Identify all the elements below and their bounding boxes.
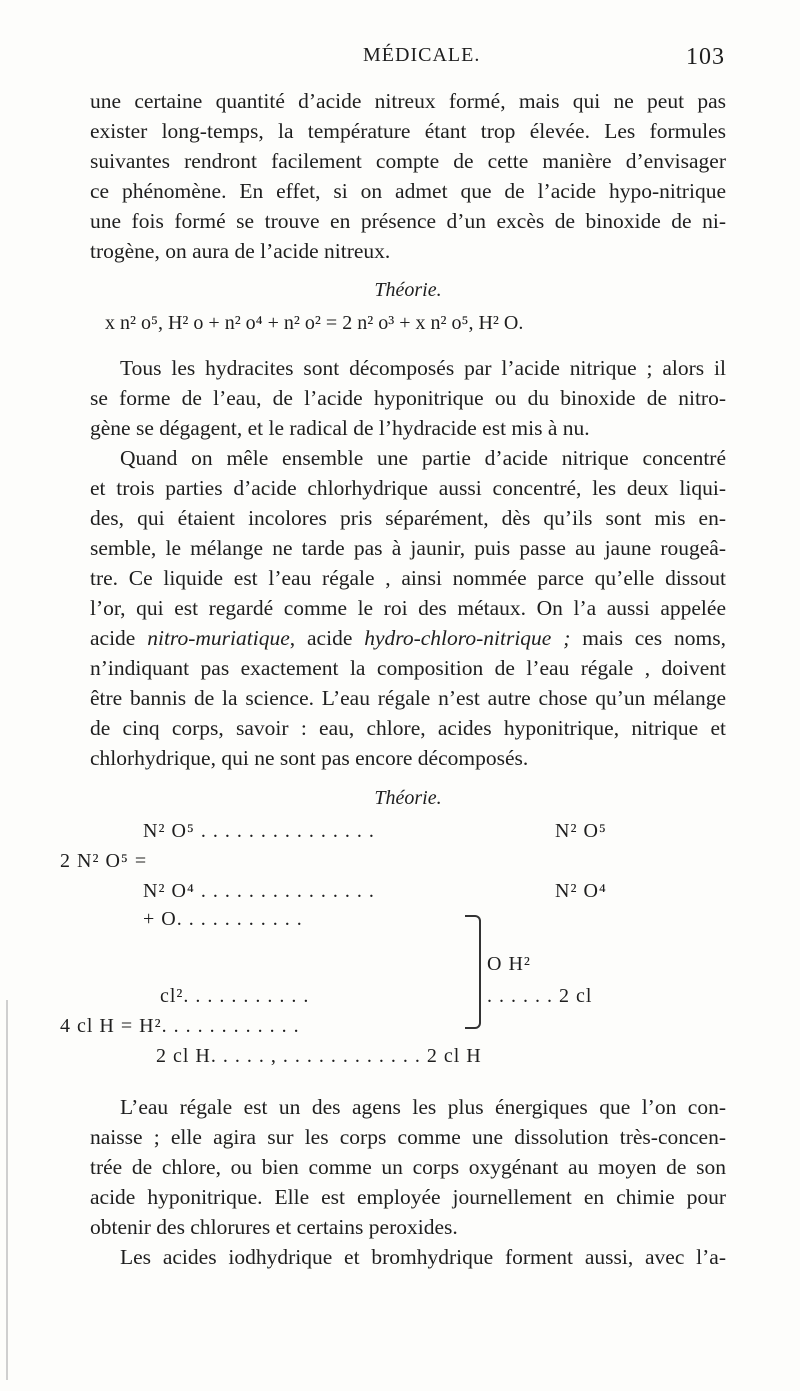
equation-term: N² O⁴ . . . . . . . . . . . . . . . [143, 880, 375, 902]
equation-product: N² O⁵ [555, 820, 607, 842]
equation-reactant: 4 cl H = H². . . . . . . . . . . . [60, 1015, 300, 1037]
equation-product: . . . . . . 2 cl [487, 985, 593, 1007]
text-run: mais ces noms, [570, 626, 726, 650]
equation-term: cl². . . . . . . . . . . [160, 985, 310, 1007]
text-line: se forme de l’eau, de l’acide hyponitrique ou du binoxide de nitro- [90, 386, 726, 410]
text-line: tre. Ce liquide est l’eau régale , ainsi nommée parce qu’elle dissout [90, 566, 726, 590]
text-line: exister long-temps, la température étant trop élevée. Les formules [90, 119, 726, 143]
text-line: Tous les hydracites sont décomposés par l’acide nitrique ; alors il [120, 356, 726, 380]
equation-product: N² O⁴ [555, 880, 607, 902]
text-line: trée de chlore, ou bien comme un corps oxygénant au moyen de son [90, 1155, 726, 1179]
text-line: gène se dégagent, et le radical de l’hydracide est mis à nu. [90, 416, 590, 440]
text-run: , acide [289, 626, 365, 650]
running-header [90, 44, 725, 74]
grouping-brace [465, 915, 481, 1029]
text-line: n’indiquant pas exactement la composition de l’eau régale , doivent [90, 656, 726, 680]
running-title: MÉDICALE. [363, 44, 481, 66]
text-line: ce phénomène. En effet, si on admet que de l’acide hypo-nitrique [90, 179, 726, 203]
text-line: Quand on mêle ensemble une partie d’acide nitrique concentré [120, 446, 726, 470]
equation-reactant: 2 N² O⁵ = [60, 850, 148, 872]
text-line: une certaine quantité d’acide nitreux formé, mais qui ne peut pas [90, 89, 726, 113]
text-line: acide hyponitrique. Elle est employée journellement en chimie pour [90, 1185, 726, 1209]
text-line: trogène, on aura de l’acide nitreux. [90, 239, 391, 263]
text-line: et trois parties d’acide chlorhydrique aussi concentré, les deux liqui- [90, 476, 726, 500]
reaction-formula: x n² o⁵, H² o + n² o⁴ + n² o² = 2 n² o³ + x n² o⁵, H² O. [105, 312, 524, 334]
page-number: 103 [686, 44, 725, 70]
equation-product: O H² [487, 953, 531, 975]
text-run: acide [90, 626, 148, 650]
text-line: L’eau régale est un des agens les plus énergiques que l’on con- [120, 1095, 726, 1119]
equation-term: 2 cl H. . . . . , . . . . . . . . . . . . 2 cl H [156, 1045, 482, 1067]
text-line [90, 623, 726, 653]
text-line: semble, le mélange ne tarde pas à jaunir, puis passe au jaune rougeâ- [90, 536, 726, 560]
text-line: l’or, qui est regardé comme le roi des métaux. On l’a aussi appelée [90, 596, 726, 620]
text-line: Les acides iodhydrique et bromhydrique forment aussi, avec l’a- [120, 1245, 726, 1269]
equation-term: N² O⁵ . . . . . . . . . . . . . . . [143, 820, 375, 842]
text-line: des, qui étaient incolores pris séparément, dès qu’ils sont mis en- [90, 506, 726, 530]
text-line: de cinq corps, savoir : eau, chlore, acides hyponitrique, nitrique et [90, 716, 726, 740]
page-edge-shadow [6, 1000, 8, 1380]
italic-term: nitro-muriatique [147, 626, 290, 650]
equation-term: + O. . . . . . . . . . . [143, 908, 303, 930]
theorie-heading: Théorie. [374, 787, 442, 809]
text-line: naisse ; elle agira sur les corps comme une dissolution très-concen- [90, 1125, 726, 1149]
text-line: une fois formé se trouve en présence d’un excès de binoxide de ni- [90, 209, 726, 233]
text-line: obtenir des chlorures et certains peroxides. [90, 1215, 458, 1239]
theorie-heading: Théorie. [374, 279, 442, 301]
text-line: suivantes rendront facilement compte de cette manière d’envisager [90, 149, 726, 173]
text-line: chlorhydrique, qui ne sont pas encore décomposés. [90, 746, 529, 770]
text-line: être bannis de la science. L’eau régale n’est autre chose qu’un mélange [90, 686, 726, 710]
italic-term: hydro-chloro-nitrique ; [364, 626, 571, 650]
